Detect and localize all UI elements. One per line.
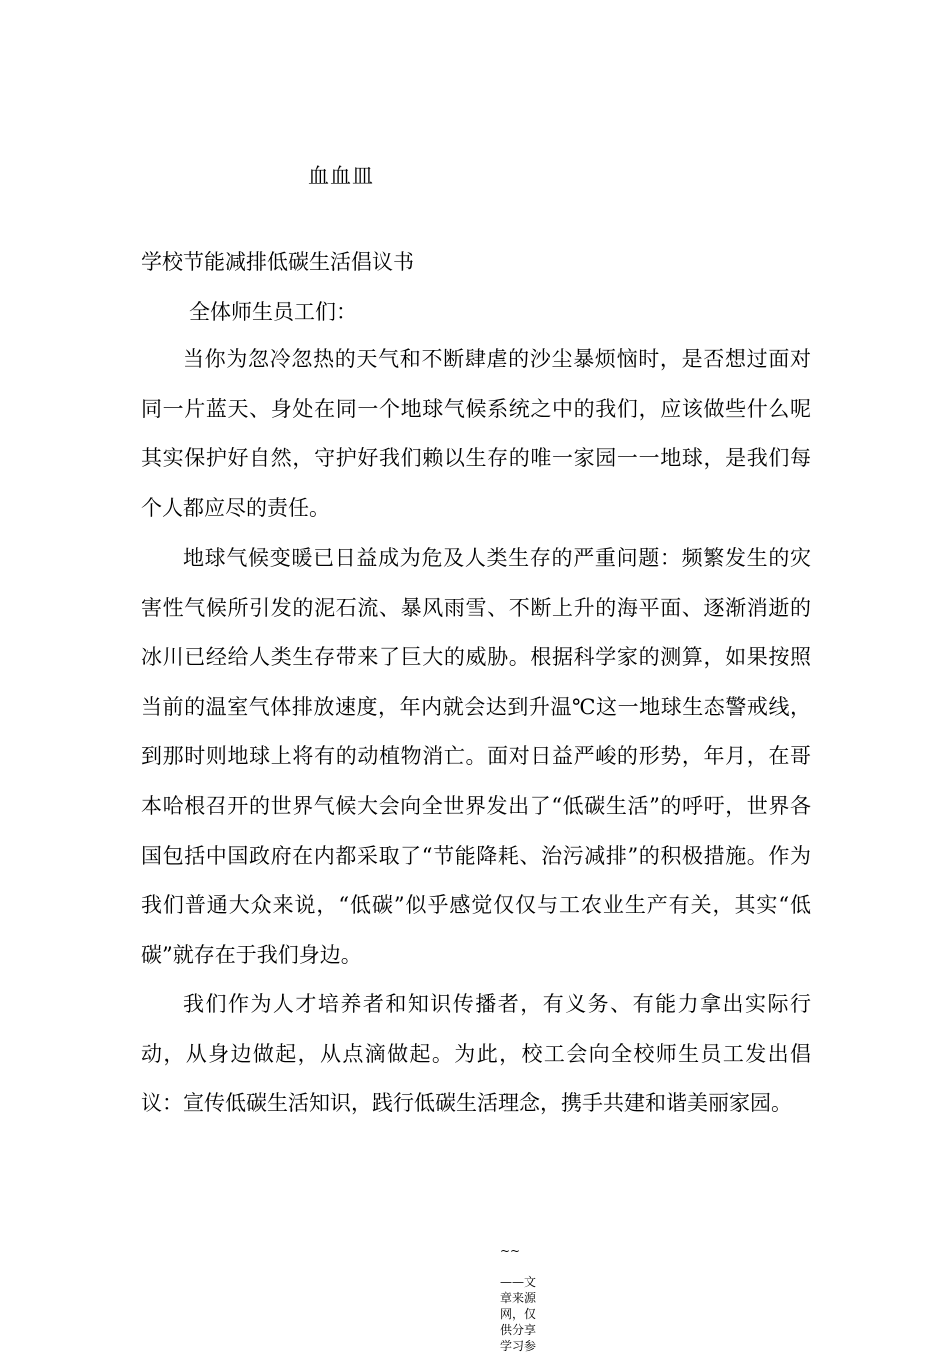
document-title: 学校节能减排低碳生活倡议书 bbox=[141, 250, 414, 274]
footer-source-note: ——文章来源网，仅供分享学习参 bbox=[500, 1275, 537, 1353]
body-paragraph: 我们作为人才培养者和知识传播者，有义务、有能力拿出实际行动，从身边做起，从点滴做起。为此，校工会向全校师生员工发出倡议：宣传低碳生活知识，践行低碳生活理念，携手共建和谐美丽家园。 bbox=[141, 992, 811, 1116]
salutation: 全体师生员工们： bbox=[189, 300, 357, 324]
footer-tilde: ~~ bbox=[500, 1244, 521, 1258]
body-paragraph-2-block bbox=[141, 534, 811, 980]
body-paragraph: 地球气候变暖已日益成为危及人类生存的严重问题：频繁发生的灾害性气候所引发的泥石流、暴风雨雪、不断上升的海平面、逐渐消逝的冰川已经给人类生存带来了巨大的威胁。根据科学家的测算，如果按照当前的温室气体排放速度，年内就会达到升温℃这一地球生态警戒线，到那时则地球上将有的动植物消亡。面对日益严峻的形势，年月，在哥本哈根召开的世界气候大会向全世界发出了“低碳生活”的呼吁，世界各国包括中国政府在内都采取了“节能降耗、治污减排”的积极措施。作为我们普通大众来说，“低碳”似乎感觉仅仅与工农业生产有关，其实“低碳”就存在于我们身边。 bbox=[141, 546, 811, 967]
body-paragraph-1-block bbox=[141, 335, 811, 533]
body-paragraph: 当你为忽冷忽热的天气和不断肆虐的沙尘暴烦恼时，是否想过面对同一片蓝天、身处在同一个地球气候系统之中的我们，应该做些什么呢其实保护好自然，守护好我们赖以生存的唯一家园一一地球，是我们每个人都应尽的责任。 bbox=[141, 347, 811, 520]
body-paragraph-3-block bbox=[141, 980, 811, 1129]
header-mark: 血血皿 bbox=[308, 164, 374, 188]
